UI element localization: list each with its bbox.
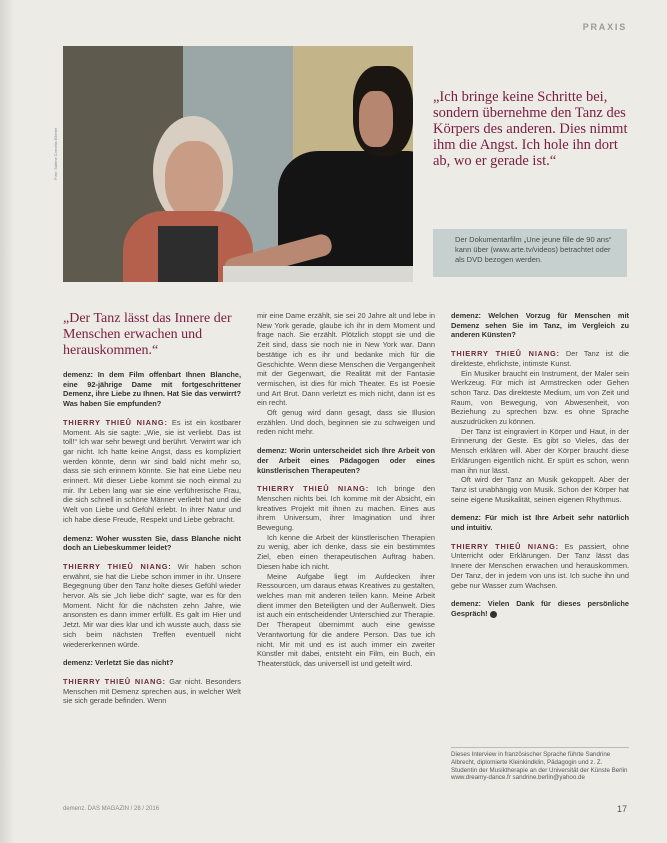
question: demenz: Verletzt Sie das nicht?: [63, 658, 174, 668]
text-column-3: [451, 311, 629, 731]
photo-credit: Foto: Sabine Cornelia Ellerbe: [53, 127, 58, 180]
speaker-label: THIERRY THIEÛ NIANG:: [63, 676, 166, 686]
pull-quote: „Ich bringe keine Schritte bei, sondern übernehme den Tanz des Körpers des anderen. Dies nimmt ihm die Angst. Ich hole ihn dort ab, wo er gerade ist.“: [433, 89, 628, 169]
speaker-label: THIERRY THIEÛ NIANG:: [63, 417, 168, 427]
question: demenz: Für mich ist Ihre Arbeit sehr natürlich und intuitiv.: [451, 513, 629, 533]
author-bio: Dieses Interview in französischer Sprache führte Sandrine Albrecht, diplomierte Kleinkindklin, Pädagogin und z. Z. Studentin der Musiktherapie an der Universität der Künste Berlin www.dreamy-dance.fr sandrine.berlin@yahoo.de: [451, 747, 629, 782]
paragraph: Ich kenne die Arbeit der künstlerischen Therapien zu wenig, aber ich denke, dass sie ein bestimmtes Ziel, eben einen therapeutischen Auftrag haben. Diesen habe ich nicht.: [257, 532, 435, 571]
info-box: Der Dokumentarfilm „Une jeune fille de 90 ans“ kann über (www.arte.tv/videos) betrachtet oder als DVD bezogen werden.: [433, 229, 627, 277]
paragraph: Oft wird der Tanz an Musik gekoppelt. Aber der Tanz ist unabhängig von Musik. Schon der Körper hat seine eigene Musikalität, seinen eigenen Rhythmus.: [451, 475, 629, 504]
answer: THIERRY THIEÛ NIANG: Gar nicht. Besonders Menschen mit Demenz sprechen aus, in welcher Welt sie sich gerade befinden. Wenn: [63, 676, 241, 706]
end-mark-icon: [490, 611, 497, 618]
interview-photo: [63, 46, 413, 282]
answer: THIERRY THIEÛ NIANG: Es ist ein kostbarer Moment. Als sie sagte: „Wie, sie ist verliebt. Das ist toll!“ Ich war sehr bewegt und berührt. Verwirrt war ich gar nicht. Ich hatte keine Angst, dass es kompliziert werden könnte, denn wir sind bald nicht mehr so, dass sie sich erinnern könnte. Sie hat eine Liebe neu erinnert. Mit dieser Liebe kommt sie noch einmal zu mir. Ihr Leben lang war sie eine verführerische Frau, die sich schnell in schöne Männer verliebt hat und die Welt von Liebe und Gefühl erlebt. In ihrer Natur und ich habe diese Freude, Respekt und Liebe gebracht.: [63, 417, 241, 524]
section-label: PRAXIS: [582, 22, 627, 32]
paragraph: Meine Aufgabe liegt im Aufdecken ihrer Ressourcen, um daraus etwas Kreatives zu gestalten, welches man mit anderen teilen kann. Meine Arbeit dient immer den Beteiligten und der Außenwelt. Dies ist auch ein entscheidender Unterschied zur Therapie. Der Therapeut übernimmt auch eine gewisse Verantwortung für die andere Person. Das tue ich nicht. Mir mit und es ist auch immer ein zweiter Künstler mit dabei, entsteht ein Film, ein Buch, ein Theaterstück, das universell ist und geteilt wird.: [257, 571, 435, 668]
paragraph: Ein Musiker braucht ein Instrument, der Maler sein Werkzeug. Für mich ist Armstrecken oder Gehen schon Tanz. Das direkteste Medium, um von Zeit und Raum, von Bewegung, von Abwesenheit, von Beziehung zu sprechen bzw. es ohne Sprache auszudrücken zu können.: [451, 368, 629, 427]
answer: THIERRY THIEÛ NIANG: Wir haben schon erwähnt, sie hat die Liebe schon immer in ihr. Unsere Begegnung über den Tanz holte dieses Gefühl wieder hervor. Als sie „Ich liebe dich“ sagte, war es für den Moment. Nicht für die nächsten zehn Jahre, wie ansonsten es dann immer erfüllt. Es galt im Hier und Jetzt. Mir war dies klar und ich wusste auch, dass sie sich beim nächsten Treffen eventuell nicht wiedererkennen würde.: [63, 561, 241, 649]
answer: THIERRY THIEÛ NIANG: Der Tanz ist die direkteste, ehrlichste, intimste Kunst.: [451, 349, 629, 368]
article-headline: „Der Tanz lässt das Innere der Menschen erwachen und herauskommen.“: [63, 311, 232, 358]
question: demenz: Vielen Dank für dieses persönliche Gespräch!: [451, 599, 629, 618]
text-column-2: [257, 311, 435, 794]
paragraph: Der Tanz ist eingraviert in Körper und Haut, in der Erinnerung der Geste. Es gibt so Vieles, das der Mensch erklären will. Aber der Körper braucht diese Erklärungen eigentlich nicht. Er spürt es schon, wenn man ihn nur lässt.: [451, 426, 629, 475]
question: demenz: In dem Film offenbart Ihnen Blanche, eine 92-jährige Dame mit fortgeschrittener Demenz, ihre Liebe zu Ihnen. Hat Sie das verwirrt? Was haben Sie empfunden?: [63, 370, 241, 409]
paragraph: mir eine Dame erzählt, sie sei 20 Jahre alt und lebe in New York gerade, glaube ich ihr in dem Moment und frage nach. Sie erzählt. Plötzlich stoppt sie und die Zeit sind, dass sie noch nie in New York war. Dann bestätige ich es ihr und bedanke mich für die Geschichte. Wenn diese Menschen die Vergangenheit mit der Gegenwart, die Realität mit der Fantasie vermischen, ist dies für mich Theater. Es ist Poesie und Art Brut. Dann verletzt es mich nicht, dann ist es ein recht.: [257, 311, 435, 408]
footer: demenz. DAS MAGAZIN / 28 / 2016: [63, 806, 160, 812]
speaker-label: THIERRY THIEÛ NIANG:: [257, 484, 369, 494]
answer: THIERRY THIEÛ NIANG: Ich bringe den Menschen nichts bei. Ich komme mit der Absicht, ein kreatives Projekt mit ihnen zu machen. Eines aus ihrem Universum, ihrer Imagination und ihrer Bewegung.: [257, 484, 435, 533]
text-column-1: [63, 370, 241, 794]
question: demenz: Worin unterscheidet sich Ihre Arbeit von der Arbeit eines Pädagogen oder eines künstlerischen Therapeuten?: [257, 446, 435, 475]
paragraph: Oft genug wird dann gesagt, dass sie Illusion erzählen. Und doch, beginnen sie zu schweigen und reden nicht mehr.: [257, 408, 435, 437]
speaker-label: THIERRY THIEÛ NIANG:: [63, 561, 172, 571]
page-fold-shadow: [0, 0, 14, 843]
question: demenz: Woher wussten Sie, dass Blanche nicht doch an Liebeskummer leidet?: [63, 533, 241, 553]
page-number: 17: [616, 804, 627, 814]
speaker-label: THIERRY THIEÛ NIANG:: [451, 349, 560, 359]
answer: THIERRY THIEÛ NIANG: Es passiert, ohne Unterricht oder Erklärungen. Der Tanz lässt das Innere der Menschen erwachen und herauskommen. Der Tanz, der in jedem von uns ist. Ich suche ihn und gebe nur Wasser zum Wachsen.: [451, 541, 629, 590]
speaker-label: THIERRY THIEÛ NIANG:: [451, 541, 559, 551]
question: demenz: Welchen Vorzug für Menschen mit Demenz sehen Sie im Tanz, im Vergleich zu anderen Künsten?: [451, 311, 629, 340]
